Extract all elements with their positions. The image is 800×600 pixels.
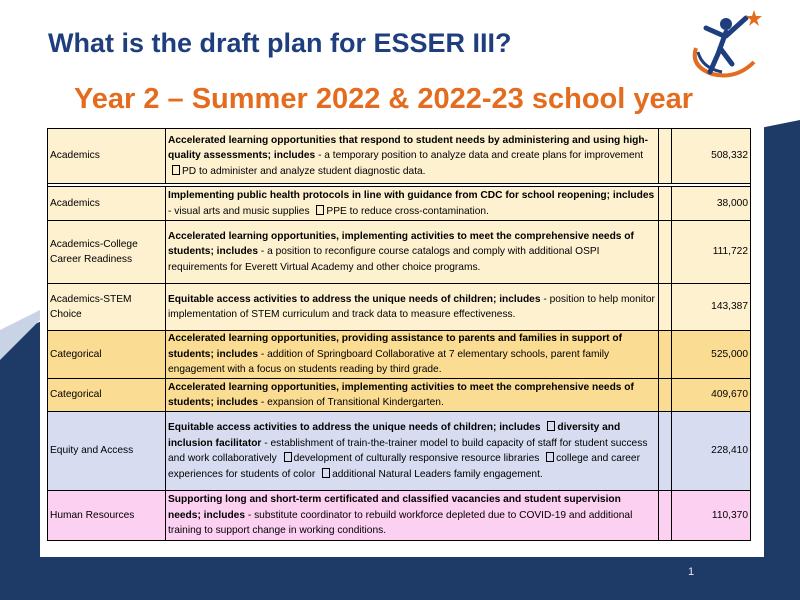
bullet-square-icon [546, 452, 554, 462]
bullet-square-icon [316, 205, 324, 215]
description-item: college and career experiences for students of color [168, 453, 640, 480]
table-row [48, 187, 751, 221]
description-cell [166, 129, 659, 184]
description-item: - substitute coordinator to rebuild workforce depleted due to COVID-19 and additional training to support change in working conditions. [168, 509, 633, 537]
description-item: - addition of Springboard Collaborative at 7 elementary schools, parent family engagement with a focus on students reading by third grade. [168, 348, 610, 376]
description-lead: Equitable access activities to address the unique needs of children; includes [168, 422, 541, 433]
description-cell [166, 284, 659, 331]
category-cell: Categorical [48, 331, 166, 379]
description-item: - expansion of Transitional Kindergarten. [260, 397, 444, 408]
table-row [48, 491, 751, 541]
bullet-square-icon [547, 421, 555, 431]
description-item: PPE to reduce cross-contamination. [326, 205, 489, 217]
table-row [48, 284, 751, 331]
plan-table [47, 128, 751, 541]
description-lead: Accelerated learning opportunities, providing assistance to parents and families in support of students; includes [168, 333, 622, 360]
category-cell: Equity and Access [48, 412, 166, 491]
amount-cell: 110,370 [672, 491, 751, 541]
slide-subtitle: Year 2 – Summer 2022 & 2022-23 school year [74, 83, 694, 115]
bullet-square-icon [172, 165, 180, 175]
description-lead: Equitable access activities to address the unique needs of children; includes [168, 293, 541, 305]
description-lead: Implementing public health protocols in line with guidance from CDC for school reopening; includes [168, 190, 655, 201]
description-item: - a temporary position to analyze data and create plans for improvement [318, 150, 644, 162]
description-item: development of culturally responsive resource libraries [293, 453, 540, 464]
table-row [48, 331, 751, 379]
logo-icon [688, 6, 768, 80]
description-lead: Accelerated learning opportunities that respond to student needs by administering and using high-quality assessments; includes [168, 134, 648, 162]
description-item: diversity and inclusion facilitator [168, 422, 621, 449]
description-cell [166, 221, 659, 284]
spacer-cell [659, 187, 672, 221]
description-lead: Accelerated learning opportunities, implementing activities to meet the comprehensive needs of students; includes [168, 230, 634, 258]
description-cell [166, 379, 659, 412]
category-cell: Academics-STEM Choice [48, 284, 166, 331]
amount-cell: 508,332 [672, 129, 751, 184]
description-cell [166, 412, 659, 491]
amount-cell: 409,670 [672, 379, 751, 412]
category-cell: Categorical [48, 379, 166, 412]
amount-cell: 525,000 [672, 331, 751, 379]
spacer-cell [659, 412, 672, 491]
category-cell: Academics [48, 129, 166, 184]
spacer-cell [659, 221, 672, 284]
page-number: 1 [688, 566, 695, 578]
spacer-cell [659, 331, 672, 379]
table-row [48, 129, 751, 184]
description-cell [166, 331, 659, 379]
slide-title: What is the draft plan for ESSER III? [48, 28, 512, 58]
description-cell [166, 187, 659, 221]
amount-cell: 111,722 [672, 221, 751, 284]
description-item: - visual arts and music supplies [168, 205, 310, 217]
spacer-cell [659, 491, 672, 541]
description-item: PD to administer and analyze student diagnostic data. [182, 165, 426, 177]
description-lead: Supporting long and short-term certificated and classified vacancies and student supervision needs; includes [168, 494, 621, 521]
amount-cell: 228,410 [672, 412, 751, 491]
spacer-cell [659, 379, 672, 412]
table-row [48, 221, 751, 284]
description-cell [166, 491, 659, 541]
amount-cell: 38,000 [672, 187, 751, 221]
bullet-square-icon [322, 468, 330, 478]
table-row [48, 379, 751, 412]
description-item: - a position to reconfigure course catalogs and comply with additional OSPI requirements for Everett Virtual Academy and other choice programs. [168, 246, 600, 273]
bullet-square-icon [284, 452, 292, 462]
category-cell: Academics [48, 187, 166, 221]
table-row [48, 412, 751, 491]
description-item: - establishment of train-the-trainer model to build capacity of staff for student success and work collaboratively [168, 437, 648, 464]
description-lead: Accelerated learning opportunities, implementing activities to meet the comprehensive needs of students; includes [168, 381, 634, 408]
category-cell: Human Resources [48, 491, 166, 541]
amount-cell: 143,387 [672, 284, 751, 331]
spacer-cell [659, 129, 672, 184]
spacer-cell [659, 284, 672, 331]
description-item: additional Natural Leaders family engagement. [332, 468, 543, 480]
description-item: - position to help monitor implementation of STEM curriculum and track data to measure effectiveness. [168, 293, 655, 320]
category-cell: Academics-College Career Readiness [48, 221, 166, 284]
